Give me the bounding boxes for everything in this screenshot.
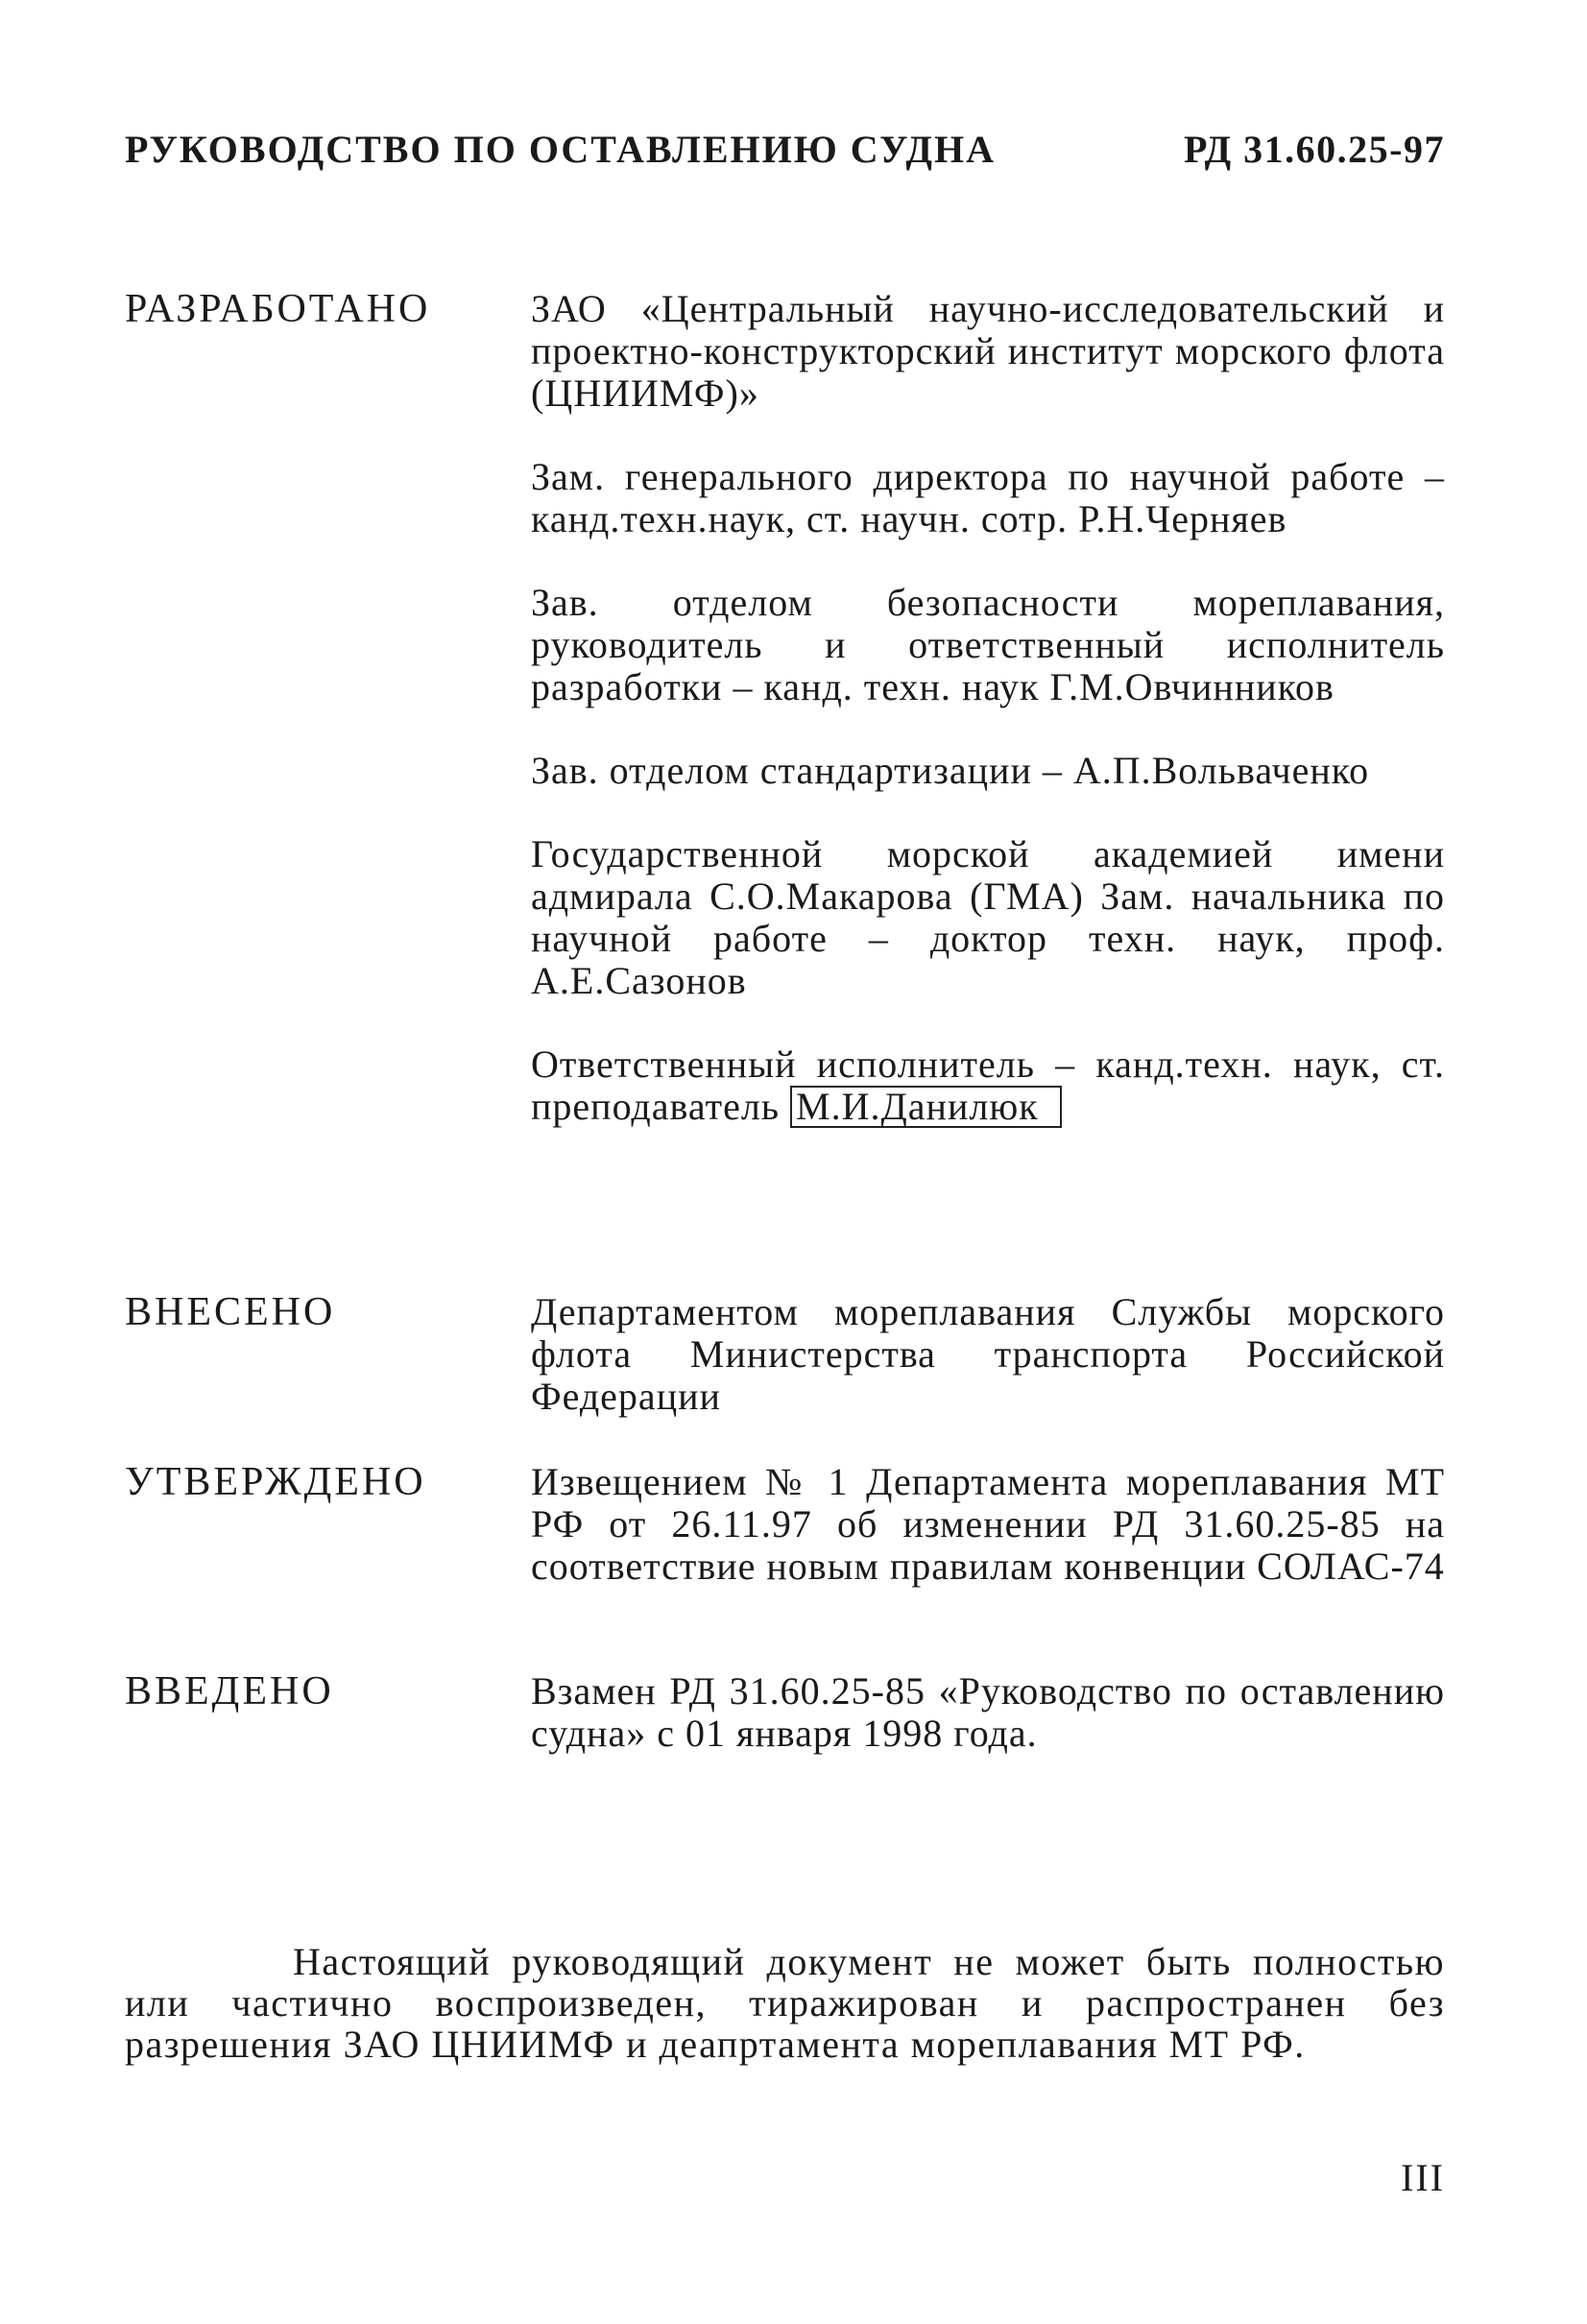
- document-code: РД 31.60.25-97: [1184, 128, 1445, 171]
- page-number: III: [1401, 2156, 1445, 2199]
- section-approved: [125, 1461, 1445, 1588]
- section-label-approved: УТВЕРЖДЕНО: [125, 1460, 426, 1504]
- section-content-approved: [531, 1461, 1445, 1588]
- section-submitted: [125, 1291, 1445, 1418]
- deputy-director-credit: Зам. генерального директора по научной работе – канд.техн.наук, ст. научн. сотр. Р.Н.Черняев: [531, 455, 1445, 540]
- section-content-submitted: [531, 1291, 1445, 1418]
- document-title: РУКОВОДСТВО ПО ОСТАВЛЕНИЮ СУДНА: [125, 128, 996, 171]
- responsible-executor-credit: [531, 1043, 1445, 1128]
- safety-department-credit: Зав. отделом безопасности мореплавания, руководитель и ответственный исполнитель разработки – канд. техн. наук Г.М.Овчинников: [531, 581, 1445, 708]
- standardization-department-credit: Зав. отделом стандартизации – А.П.Вольваченко: [531, 749, 1370, 792]
- section-label-introduced: ВВЕДЕНО: [125, 1669, 334, 1713]
- section-introduced: [125, 1670, 1445, 1755]
- developer-organization: ЗАО «Центральный научно-исследовательский и проектно-конструкторский институт морского флота (ЦНИИМФ)»: [531, 287, 1445, 415]
- approved-by-text: Извещением № 1 Департамента мореплавания МТ РФ от 26.11.97 об изменении РД 31.60.25-85 на соответствие новым правилам конвенции СОЛАС-74: [531, 1460, 1445, 1588]
- section-content-introduced: [531, 1670, 1445, 1755]
- responsible-executor-name: М.И.Данилюк: [790, 1086, 1062, 1128]
- maritime-academy-credit: Государственной морской академией имени адмирала С.О.Макарова (ГМА) Зам. начальника по научной работе – доктор техн. наук, проф. А.Е.Сазонов: [531, 832, 1445, 1002]
- section-label-developed: РАЗРАБОТАНО: [125, 287, 431, 331]
- introduced-text: Взамен РД 31.60.25-85 «Руководство по оставлению судна» с 01 января 1998 года.: [531, 1669, 1445, 1755]
- section-label-submitted: ВНЕСЕНО: [125, 1290, 336, 1334]
- page-header: [125, 127, 1445, 172]
- responsible-executor-text: Ответственный исполнитель – канд.техн. наук, ст. преподаватель: [531, 1042, 1445, 1128]
- section-developed: [125, 288, 1445, 1128]
- copyright-notice: Настоящий руководящий документ не может быть полностью или частично воспроизведен, тиражирован и распространен без разрешения ЗАО ЦНИИМФ и деапртамента мореплавания МТ РФ.: [125, 1940, 1445, 2066]
- submitted-by-text: Департаментом мореплавания Службы морского флота Министерства транспорта Российской Федерации: [531, 1290, 1445, 1418]
- section-content-developed: [531, 288, 1445, 1128]
